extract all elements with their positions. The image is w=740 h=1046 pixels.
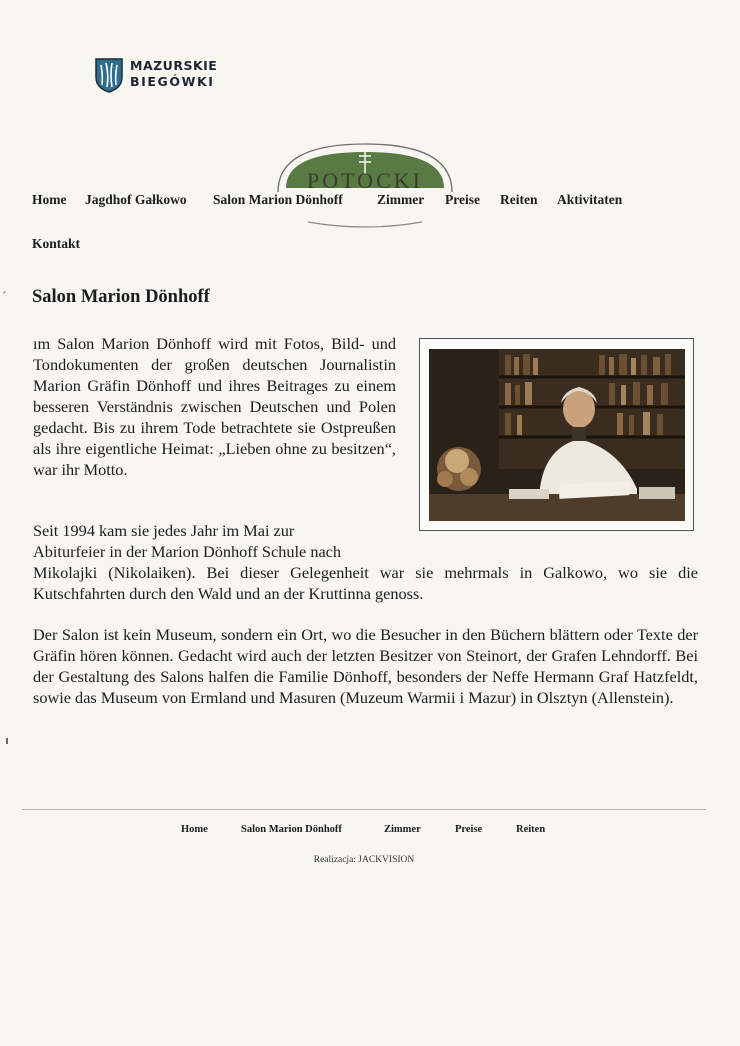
emblem-text: POTOCKI bbox=[307, 168, 423, 193]
title-mark: ´ bbox=[2, 290, 7, 305]
shield-icon bbox=[94, 57, 124, 93]
credit-text: Realizacja: JACKVISION bbox=[313, 855, 415, 865]
brand-line-2: BIEGÓWKI bbox=[130, 74, 215, 89]
nav-salon-marion-donhoff[interactable]: Salon Marion Dönhoff bbox=[213, 192, 343, 207]
footer-nav-zimmer[interactable]: Zimmer bbox=[384, 824, 421, 835]
nav-preise[interactable]: Preise bbox=[445, 192, 480, 207]
page-title: Salon Marion Dönhoff bbox=[32, 287, 210, 307]
nav-reiten[interactable]: Reiten bbox=[500, 192, 538, 207]
third-paragraph: Der Salon ist kein Museum, sondern ein Ort, wo die Besucher in den Büchern blättern oder Texte der Gräfin hören können. Gedacht wird auch der letzten Besitzer von Steinort, der Grafen Lehndorff. Bei der Gestaltung des Salons halfen die Familie Dönhoff, besonders der Neffe Hermann Graf Hatzfeldt, sowie das Museum von Ermland und Masuren (Muzeum Warmii i Mazur) in Olsztyn (Allenstein). bbox=[33, 625, 698, 707]
second-paragraph-line-1: Seit 1994 kam sie jedes Jahr im Mai zur bbox=[33, 521, 295, 540]
nav-home[interactable]: Home bbox=[32, 192, 67, 207]
marion-donhoff-photo bbox=[429, 349, 685, 521]
emblem-bottom-arc bbox=[308, 222, 422, 227]
intro-paragraph: ım Salon Marion Dönhoff wird mit Fotos, Bild- und Tondokumenten der großen deutschen Journalistin Marion Gräfin Dönhoff und ihres Beitrages zu einem besseren Verständnis zwischen Deutschen und Polen gedacht. Bis zu ihrem Tode betrachtete sie Ostpreußen als ihre eigentliche Heimat: „Lieben ohne zu besitzen“, war ihr Motto. bbox=[33, 334, 396, 479]
footer-nav-home[interactable]: Home bbox=[181, 824, 208, 835]
second-paragraph-rest: Mikolajki (Nikolaiken). Bei dieser Gelegenheit war sie mehrmals in Galkowo, wo sie die Kutschfahrten durch den Wald und an der Kruttinna genoss. bbox=[33, 563, 698, 603]
footer-nav-reiten[interactable]: Reiten bbox=[516, 824, 546, 835]
brand-line-1: MAZURSKIE bbox=[130, 58, 218, 73]
nav-aktivitaten[interactable]: Aktivitaten bbox=[557, 192, 623, 207]
second-paragraph-top bbox=[33, 520, 396, 562]
nav-zimmer[interactable]: Zimmer bbox=[377, 192, 425, 207]
footer-divider bbox=[22, 809, 706, 810]
mazurskie-biegowki-logo[interactable] bbox=[94, 56, 244, 96]
photo-frame bbox=[419, 338, 694, 531]
potocki-emblem bbox=[270, 140, 460, 232]
nav-jagdhof-galkowo[interactable]: Jagdhof Gałkowo bbox=[85, 192, 187, 207]
footer-nav-preise[interactable]: Preise bbox=[455, 824, 483, 835]
footer-nav-salon[interactable]: Salon Marion Dönhoff bbox=[241, 824, 342, 835]
margin-mark bbox=[6, 738, 8, 744]
second-paragraph-line-2: Abiturfeier in der Marion Dönhoff Schule nach bbox=[33, 542, 342, 561]
nav-kontakt[interactable]: Kontakt bbox=[32, 236, 81, 251]
